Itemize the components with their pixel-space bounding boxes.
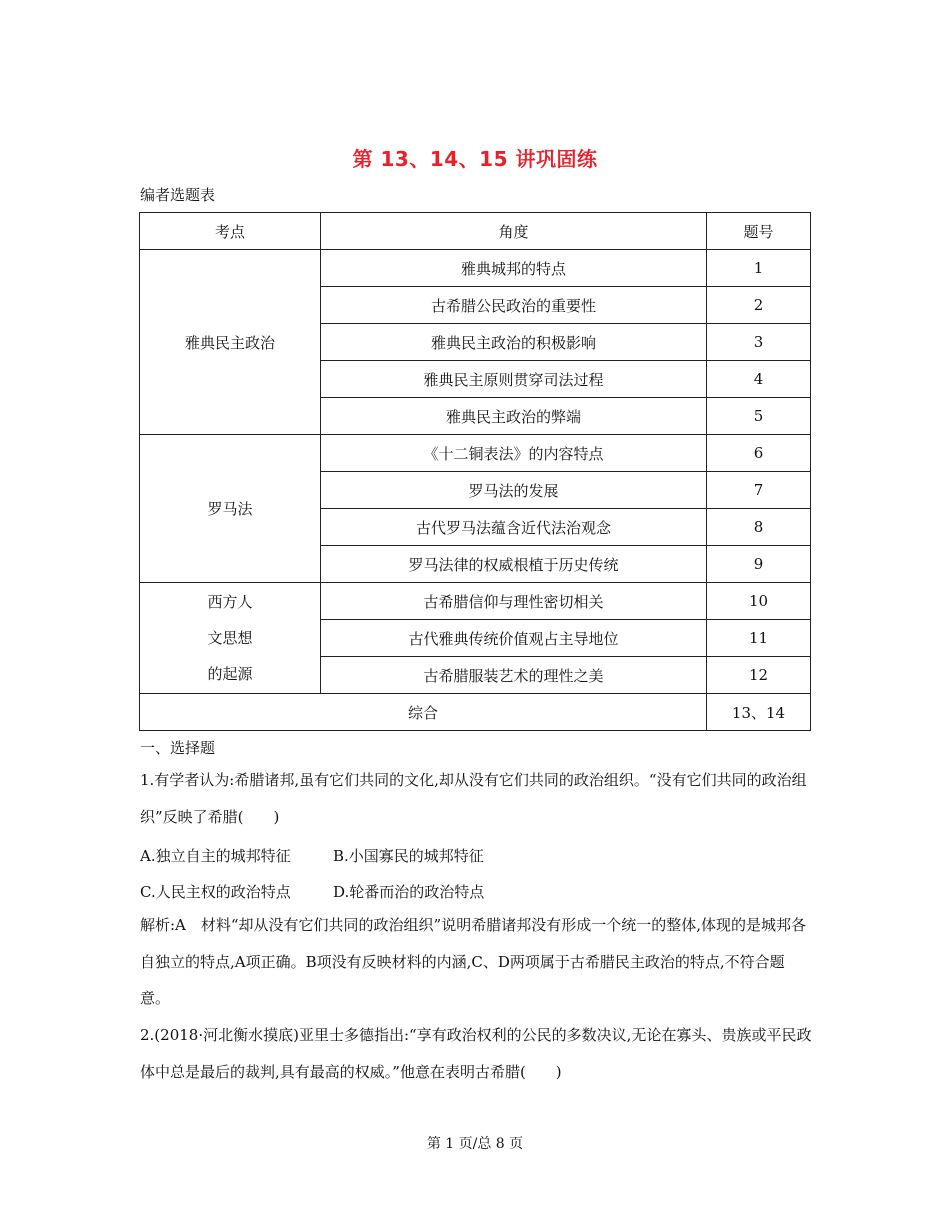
table-row xyxy=(140,583,811,620)
number-cell: 3 xyxy=(707,324,811,361)
topic-cell: 雅典民主政治 xyxy=(140,250,321,435)
angle-cell: 古代罗马法蕴含近代法治观念 xyxy=(321,509,707,546)
number-cell: 7 xyxy=(707,472,811,509)
number-cell: 4 xyxy=(707,361,811,398)
angle-cell: 古希腊服装艺术的理性之美 xyxy=(321,657,707,694)
table-row xyxy=(140,250,811,287)
option-b: B.小国寡民的城邦特征 xyxy=(333,847,484,865)
header-angle: 角度 xyxy=(321,213,707,250)
angle-cell: 罗马法的发展 xyxy=(321,472,707,509)
topic-line: 文思想 xyxy=(207,629,253,647)
page-title: 第 13、14、15 讲巩固练 xyxy=(352,147,598,171)
question-2-stem: 2.(2018·河北衡水摸底)亚里士多德指出:“享有政治权利的公民的多数决议,无论在寡头、贵族或平民政体中总是最后的裁判,具有最高的权威。”他意在表明古希腊( ) xyxy=(140,1026,812,1081)
topic-selection-table xyxy=(139,212,811,731)
option-a: A.独立自主的城邦特征 xyxy=(140,847,291,865)
angle-cell: 古希腊公民政治的重要性 xyxy=(321,287,707,324)
angle-cell: 雅典民主政治的弊端 xyxy=(321,398,707,435)
summary-number: 13、14 xyxy=(707,694,811,731)
angle-cell: 雅典民主原则贯穿司法过程 xyxy=(321,361,707,398)
header-number: 题号 xyxy=(707,213,811,250)
angle-cell: 古代雅典传统价值观占主导地位 xyxy=(321,620,707,657)
question-1-stem: 1.有学者认为:希腊诸邦,虽有它们共同的文化,却从没有它们共同的政治组织。“没有它们共同的政治组织”反映了希腊( ) xyxy=(140,771,807,826)
question-1-explanation: 解析:A 材料“却从没有它们共同的政治组织”说明希腊诸邦没有形成一个统一的整体,体现的是城邦各自独立的特点,A项正确。B项没有反映材料的内涵,C、D两项属于古希腊民主政治的特点,不符合题意。 xyxy=(140,916,806,1007)
table-caption: 编者选题表 xyxy=(140,186,216,204)
angle-cell: 雅典城邦的特点 xyxy=(321,250,707,287)
number-cell: 12 xyxy=(707,657,811,694)
table-summary-row xyxy=(140,694,811,731)
number-cell: 6 xyxy=(707,435,811,472)
table-header-row xyxy=(140,213,811,250)
number-cell: 2 xyxy=(707,287,811,324)
topic-line: 的起源 xyxy=(207,665,253,683)
angle-cell: 雅典民主政治的积极影响 xyxy=(321,324,707,361)
topic-line: 西方人 xyxy=(207,593,253,611)
summary-label: 综合 xyxy=(140,694,707,731)
page-footer: 第 1 页/总 8 页 xyxy=(426,1136,524,1152)
number-cell: 8 xyxy=(707,509,811,546)
section-heading: 一、选择题 xyxy=(140,739,216,757)
topic-cell: 罗马法 xyxy=(140,435,321,583)
angle-cell: 古希腊信仰与理性密切相关 xyxy=(321,583,707,620)
table-row xyxy=(140,435,811,472)
topic-cell xyxy=(140,583,321,694)
angle-cell: 《十二铜表法》的内容特点 xyxy=(321,435,707,472)
number-cell: 10 xyxy=(707,583,811,620)
number-cell: 1 xyxy=(707,250,811,287)
angle-cell: 罗马法律的权威根植于历史传统 xyxy=(321,546,707,583)
number-cell: 9 xyxy=(707,546,811,583)
header-topic: 考点 xyxy=(140,213,321,250)
option-d: D.轮番而治的政治特点 xyxy=(333,883,485,901)
option-c: C.人民主权的政治特点 xyxy=(140,883,291,901)
number-cell: 11 xyxy=(707,620,811,657)
number-cell: 5 xyxy=(707,398,811,435)
